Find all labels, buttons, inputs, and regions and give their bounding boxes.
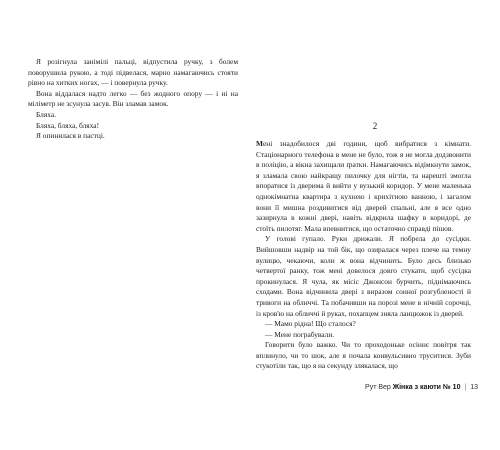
page-number: 13 bbox=[470, 384, 478, 391]
paragraph bbox=[256, 139, 471, 234]
right-page bbox=[250, 0, 500, 450]
footer-author: Рут Вер bbox=[365, 384, 391, 391]
paragraph: Бляха. bbox=[36, 109, 56, 119]
paragraph: Бляха, бляха, бляха! bbox=[36, 120, 100, 130]
footer-separator: | bbox=[464, 384, 467, 391]
dialogue-line: — Мене пограбували. bbox=[265, 329, 335, 339]
right-page-text bbox=[256, 139, 471, 372]
paragraph: Я розігнула занімілі пальці, відпустила ручку, з болем поворушила рукою, а тоді підвелася, марно намагаючись стояти рівно на хитких ногах, — і повернула ручку. bbox=[28, 57, 238, 88]
running-footer bbox=[365, 383, 478, 393]
paragraph: Я опинилася в пастці. bbox=[36, 131, 105, 141]
paragraph: Говорити було важко. Чи то проходоньке осіннє повітря так вплинуло, чи то шок, але я почала конвульсивно труситися. Зуби стукотіли так, що я на секунду злякалася, що bbox=[256, 340, 471, 371]
paragraph: У голові гупало. Руки дрижали. Я побрела до сусідки. Вийшовши надвір на той бік, що озиралася через плече на темну вулицю, чекаючи, коли ж вона відчинить. Було десь близько четвертої ранку, тож мені довелося довго стукати, щоб сусідка прокинулася. Я чула, як місіс Джонсон бурчить, піднімаючись сходами. Вона відчинила двері з виразом сонної розгубленості й тривоги на обличчі. Та побачивши на порозі мене в нічній сорочці, із кров'ю на обличчі й руках, похапцем зняла ланцюжок із дверей. bbox=[256, 234, 471, 318]
paragraph-text: ені знадобилося дві години, щоб вибратися з кімнати. Стаціонарного телефона в мене не було, тож я не могла додзвонити в поліцію, а вікна захищали ґратки. Намагаючись відімкнути замок, я зламала свою найкращу пилочку для нігтів, та нарешті змогла впоратися із дверима й вийти у вузький коридор. У мене маленька однокімнатна квартира з кухнею і крихітною ванною, і загалом вони її мишна роздивитися від дверей спальні, але я все одно зазирнула в кожні двері, навіть відкрила шафку в коридорі, де стоїть пилотяг. Мала впевнитися, що остаточно справді пішов. bbox=[256, 139, 471, 233]
footer-book-title: Жінка з каюти № 10 bbox=[392, 384, 461, 391]
paragraph: Вона віддалася надто легко — без жодного опору — і ні на міліметр не зсунула засув. Він зламав замок. bbox=[28, 88, 238, 109]
chapter-number: 2 bbox=[372, 121, 378, 131]
left-page-text bbox=[28, 57, 238, 142]
drop-cap: М bbox=[256, 139, 263, 148]
dialogue-line: — Мамо рідна! Що сталося? bbox=[265, 319, 356, 329]
